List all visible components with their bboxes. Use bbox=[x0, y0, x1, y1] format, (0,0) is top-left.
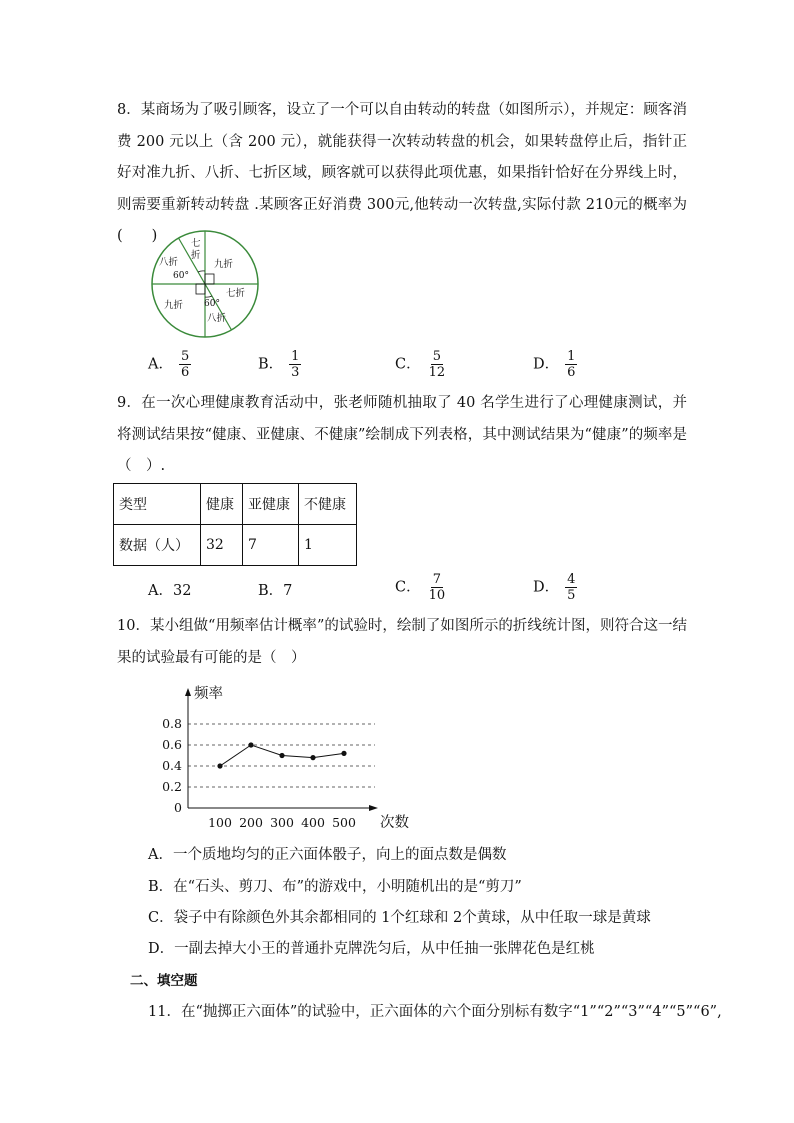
y-tick-label: 0.2 bbox=[162, 779, 182, 794]
table-cell: 数据（人） bbox=[114, 525, 201, 566]
label-8-bottom: 八折 bbox=[207, 313, 227, 324]
table-cell: 不健康 bbox=[299, 484, 357, 525]
y-axis-arrow bbox=[185, 688, 191, 696]
label-8-left: 八折 bbox=[159, 257, 179, 268]
table-cell: 亚健康 bbox=[243, 484, 299, 525]
q9-data-table bbox=[113, 483, 357, 566]
table-cell: 1 bbox=[299, 525, 357, 566]
q10-option-a[interactable]: A．一个质地均匀的正六面体骰子，向上的面点数是偶数 bbox=[148, 847, 507, 863]
section-title: 二、填空题 bbox=[130, 973, 198, 989]
x-tick-label: 400 bbox=[301, 815, 325, 830]
table-cell: 7 bbox=[243, 525, 299, 566]
y-tick-label: 0.6 bbox=[162, 737, 182, 752]
y-tick-label: 0 bbox=[174, 800, 182, 815]
x-tick-label: 200 bbox=[239, 815, 263, 830]
q8-option-a[interactable]: A． $\frac{5}{6}$ bbox=[148, 349, 190, 380]
label-7-top-b: 折 bbox=[191, 250, 201, 261]
spinner-diagram bbox=[146, 230, 266, 340]
q9-option-b[interactable]: B．7 bbox=[258, 583, 293, 599]
data-point bbox=[341, 751, 346, 756]
y-axis-title: 频率 bbox=[194, 686, 223, 702]
q9-option-d[interactable]: D． $\frac{4}{5}$ bbox=[533, 572, 576, 603]
q9-option-a[interactable]: A．32 bbox=[148, 583, 192, 599]
table-row bbox=[114, 525, 357, 566]
angle-arc-top bbox=[198, 271, 205, 272]
q9-option-c[interactable]: C． $\frac{7}{10}$ bbox=[395, 572, 446, 603]
data-point bbox=[310, 755, 315, 760]
angle-top: 60° bbox=[173, 271, 189, 281]
table-cell: 健康 bbox=[201, 484, 243, 525]
data-point bbox=[279, 753, 284, 758]
table-header-row bbox=[114, 484, 357, 525]
x-axis-arrow bbox=[369, 805, 378, 811]
q8-option-c[interactable]: C． $\frac{5}{12}$ bbox=[395, 349, 446, 380]
q10-option-d[interactable]: D．一副去掉大小王的普通扑克牌洗匀后，从中任抽一张牌花色是红桃 bbox=[148, 941, 595, 957]
y-tick-label: 0.8 bbox=[162, 716, 182, 731]
y-tick-label: 0.4 bbox=[162, 758, 182, 773]
q8-option-b[interactable]: B． $\frac{1}{3}$ bbox=[258, 349, 300, 380]
q10-option-c[interactable]: C．袋子中有除颜色外其余都相同的 1个红球和 2个黄球，从中任取一球是黄球 bbox=[148, 910, 651, 926]
right-angle-mark-bottom bbox=[196, 284, 205, 294]
label-7-top-a: 七 bbox=[191, 238, 201, 249]
frequency-line-chart bbox=[140, 680, 420, 830]
label-9-right: 九折 bbox=[214, 259, 234, 270]
q8-option-d[interactable]: D． $\frac{1}{6}$ bbox=[533, 349, 576, 380]
question-9-text: 9．在一次心理健康教育活动中，张老师随机抽取了 40 名学生进行了心理健康测试，并将测试结果按“健康、亚健康、不健康”绘制成下列表格，其中测试结果为“健康”的频率是（ ）. bbox=[117, 395, 687, 474]
x-tick-label: 100 bbox=[208, 815, 232, 830]
table-cell: 类型 bbox=[114, 484, 201, 525]
data-point bbox=[248, 742, 253, 747]
q10-option-b[interactable]: B．在“石头、剪刀、布”的游戏中，小明随机出的是“剪刀” bbox=[148, 879, 522, 895]
x-tick-label: 500 bbox=[332, 815, 356, 830]
label-9-left: 九折 bbox=[164, 300, 184, 311]
angle-bottom: 60° bbox=[204, 299, 220, 309]
question-11-text: 11．在“抛掷正六面体”的试验中，正六面体的六个面分别标有数字“1”“2”“3”“4”“5”“6”, bbox=[148, 1004, 722, 1020]
label-7-right: 七折 bbox=[226, 288, 246, 299]
x-axis-title: 次数 bbox=[380, 815, 409, 830]
table-cell: 32 bbox=[201, 525, 243, 566]
angle-arc-bottom bbox=[205, 296, 212, 297]
right-angle-mark-top bbox=[205, 274, 214, 284]
data-point bbox=[217, 763, 222, 768]
x-tick-label: 300 bbox=[270, 815, 294, 830]
question-8-text: 8．某商场为了吸引顾客，设立了一个可以自由转动的转盘（如图所示），并规定：顾客消费 200 元以上（含 200 元），就能获得一次转动转盘的机会，如果转盘停止后，指针正好对准九折、八折、七折区域，顾客就可以获得此项优惠，如果指针恰好在分界线上时，则需要重新转动转盘 .某顾客正好消费 300元,他转动一次转盘,实际付款 210元的概率为( ) bbox=[117, 102, 687, 244]
question-10-text: 10．某小组做“用频率估计概率”的试验时，绘制了如图所示的折线统计图，则符合这一结果的试验最有可能的是（ ） bbox=[117, 618, 687, 666]
